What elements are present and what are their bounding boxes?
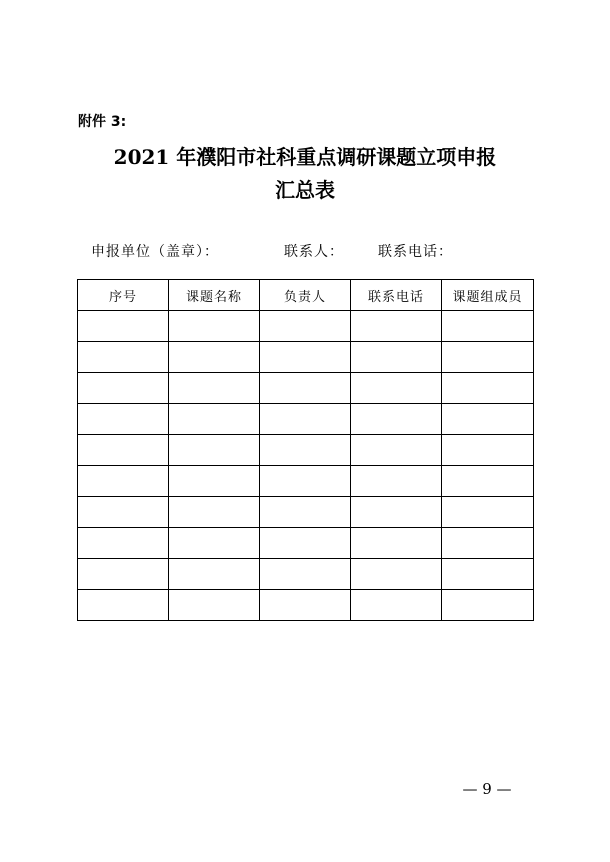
table-cell [351, 373, 442, 404]
table-cell [169, 559, 260, 590]
summary-table [77, 279, 534, 621]
table-cell [351, 497, 442, 528]
table-cell [442, 590, 534, 621]
table-cell [78, 559, 169, 590]
table-row [78, 342, 534, 373]
table-cell [169, 373, 260, 404]
column-header-leader: 负责人 [260, 280, 351, 311]
table-row [78, 497, 534, 528]
table-cell [169, 342, 260, 373]
table-cell [260, 559, 351, 590]
table-row [78, 590, 534, 621]
table-row [78, 373, 534, 404]
column-header-serial: 序号 [78, 280, 169, 311]
table-row [78, 528, 534, 559]
table-cell [442, 466, 534, 497]
table-cell [442, 404, 534, 435]
table-cell [78, 435, 169, 466]
table-cell [351, 435, 442, 466]
table-cell [351, 590, 442, 621]
column-header-topic-name: 课题名称 [169, 280, 260, 311]
table-cell [442, 342, 534, 373]
table-row [78, 466, 534, 497]
table-cell [351, 404, 442, 435]
table-cell [78, 404, 169, 435]
table-cell [260, 466, 351, 497]
table-cell [260, 590, 351, 621]
table-cell [78, 311, 169, 342]
table-cell [260, 342, 351, 373]
table-cell [169, 590, 260, 621]
table-cell [260, 404, 351, 435]
table-cell [260, 311, 351, 342]
table-cell [78, 497, 169, 528]
table-row [78, 404, 534, 435]
table-cell [78, 590, 169, 621]
table-row [78, 559, 534, 590]
contact-person-label: 联系人： [284, 244, 344, 260]
table-cell [78, 373, 169, 404]
table-row [78, 311, 534, 342]
table-cell [351, 559, 442, 590]
table-cell [442, 311, 534, 342]
table-cell [169, 435, 260, 466]
reporting-unit-label: 申报单位（盖章）： [91, 244, 219, 260]
table-row [78, 435, 534, 466]
table-cell [442, 559, 534, 590]
table-cell [260, 497, 351, 528]
table-cell [78, 342, 169, 373]
contact-phone-label: 联系电话： [378, 244, 453, 260]
table-cell [351, 528, 442, 559]
table-cell [169, 466, 260, 497]
table-cell [169, 404, 260, 435]
attachment-label: 附件 3: [78, 114, 127, 130]
table-header-row [78, 280, 534, 311]
table-cell [442, 528, 534, 559]
column-header-phone: 联系电话 [351, 280, 442, 311]
table-cell [260, 435, 351, 466]
table-cell [351, 466, 442, 497]
table-cell [260, 373, 351, 404]
document-title-line-1: 2021 年濮阳市社科重点调研课题立项申报 [113, 145, 497, 169]
table-cell [260, 528, 351, 559]
document-title-line-2: 汇总表 [275, 178, 335, 202]
page-number: — 9 — [462, 780, 512, 798]
table-cell [351, 342, 442, 373]
table-cell [78, 466, 169, 497]
table-cell [169, 497, 260, 528]
table-cell [442, 435, 534, 466]
table-body [78, 311, 534, 621]
table-cell [442, 373, 534, 404]
table-cell [351, 311, 442, 342]
table-cell [442, 497, 534, 528]
column-header-members: 课题组成员 [442, 280, 534, 311]
table-cell [78, 528, 169, 559]
table-cell [169, 528, 260, 559]
table-cell [169, 311, 260, 342]
